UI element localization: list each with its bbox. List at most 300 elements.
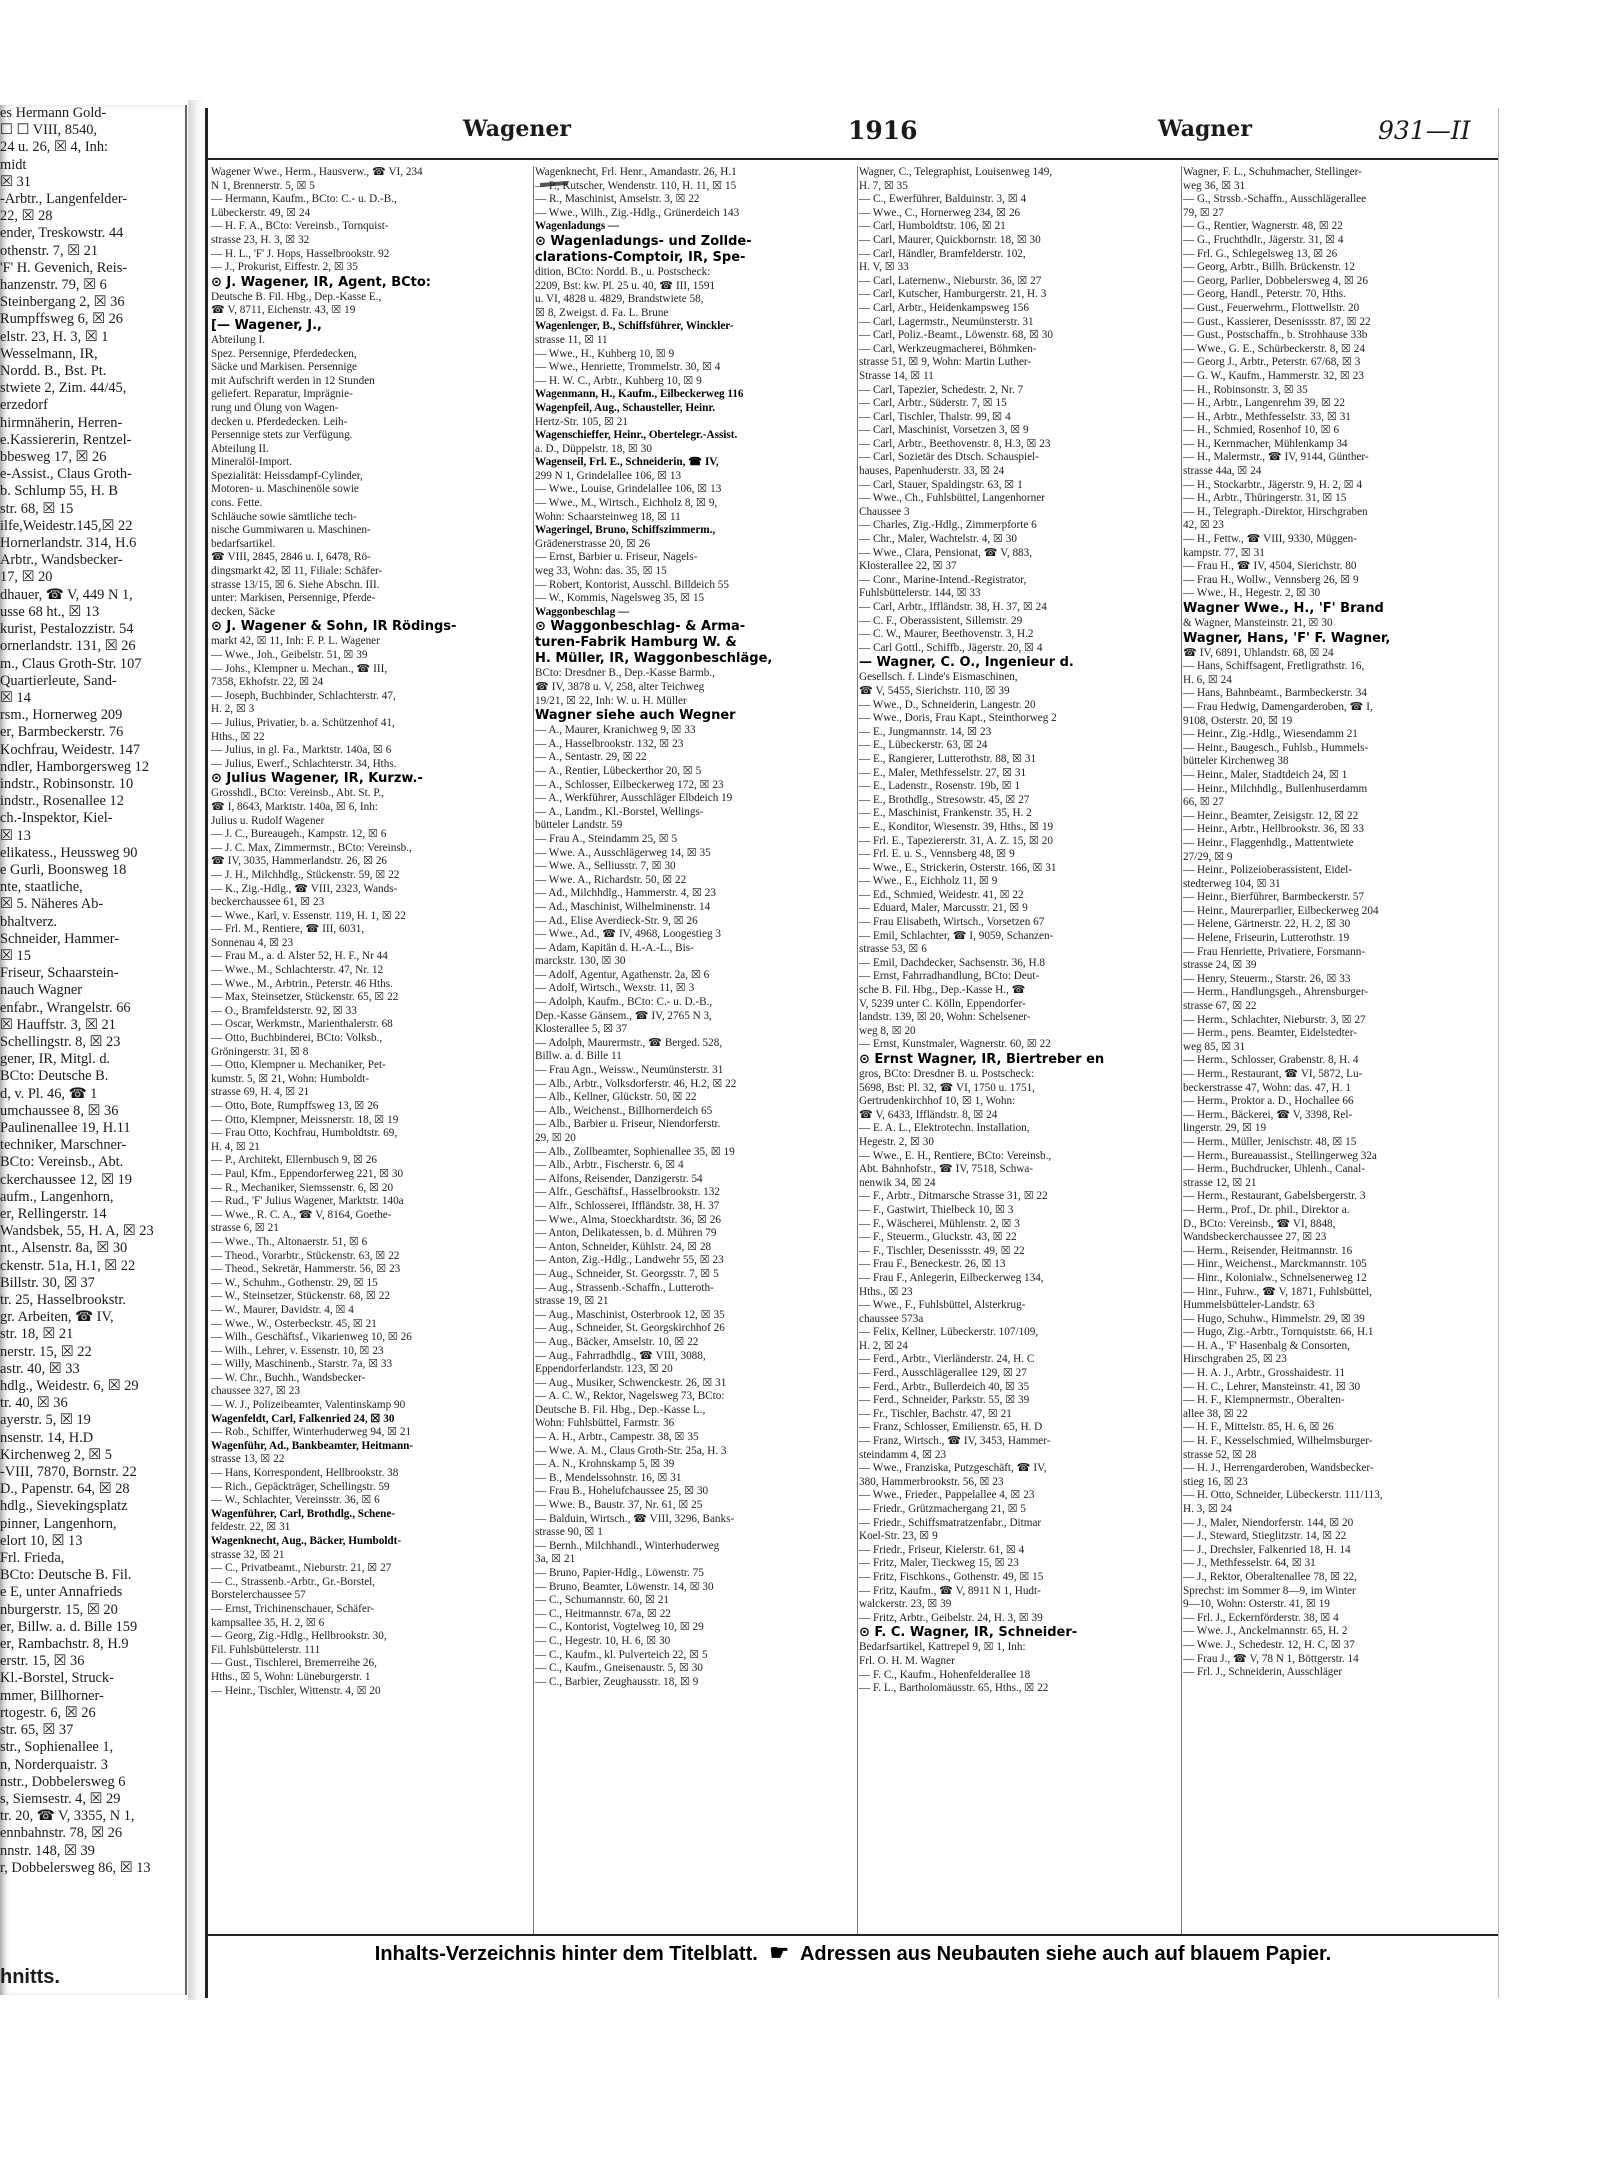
directory-entry-line: — E., Jungmannstr. 14, ☒ 23 [859,725,992,738]
directory-entry-line: — Rud., 'F' Julius Wagener, Marktstr. 140a [211,1195,404,1208]
directory-entry-line: — Wwe., W., Osterbeckstr. 45, ☒ 21 [211,1317,377,1330]
directory-entry-line: — Heinr., Beamter, Zeisigstr. 12, ☒ 22 [1183,809,1359,822]
previous-page-line: Hornerlandstr. 314, H.6 [0,535,137,552]
directory-entry-line: H. 3, ☒ 24 [1183,1503,1232,1515]
directory-entry-line: H. 2, ☒ 3 [211,703,255,716]
directory-entry-line: — Otto, Klempner u. Mechaniker, Pet- [211,1059,386,1072]
directory-entry-line: Chaussee 3 [859,505,910,518]
directory-entry-line: — H. C., Lehrer, Mansteinstr. 41, ☒ 30 [1183,1380,1361,1393]
previous-page-line: n, Norderquaistr. 3 [0,1756,108,1773]
directory-entry-line: — Hans, Bahnbeamt., Barmbeckerstr. 34 [1183,687,1367,700]
directory-entry-line: — Bruno, Papier-Hdlg., Löwenstr. 75 [535,1567,704,1579]
directory-entry-line: strasse 6, ☒ 21 [211,1222,279,1235]
directory-entry-line: — R., Maschinist, Amselstr. 3, ☒ 22 [535,193,700,206]
directory-entry-line: Deutsche B. Fil. Hbg., Dep.-Kasse E., [211,290,382,303]
directory-entry-line: cons. Fette. [211,497,263,510]
directory-entry-line: — Otto, Bote, Rumpffsweg 13, ☒ 26 [211,1100,379,1112]
previous-page-line: e.Kassiererin, Rentzel- [0,431,132,448]
directory-entry-line: Strasse 14, ☒ 11 [859,369,934,382]
directory-entry-line: — Eduard, Maler, Marcusstr. 21, ☒ 9 [859,902,1028,915]
directory-entry-line: bedarfsartikel. [211,537,276,550]
directory-entry-line: markt 42, ☒ 11, Inh: F. P. L. Wagener [211,635,380,648]
directory-entry-line: — C. W., Maurer, Beethovenstr. 3, H.2 [859,628,1034,641]
directory-entry-line: — J., Steward, Stieglitzstr. 14, ☒ 22 [1183,1530,1347,1543]
directory-entry-line: ☎ IV, 3878 u. V, 258, alter Teichweg [535,681,705,693]
directory-entry-line: Grädenerstrasse 20, ☒ 26 [535,537,651,550]
directory-entry-line: — Carl, Arbtr., Iffländstr. 38, H. 37, ☒ 24 [859,601,1047,613]
previous-page-line: hirmnäherin, Herren- [0,414,123,431]
directory-entry-line: 7358, Ekhofstr. 22, ☒ 24 [211,676,324,689]
directory-entry-line: stieg 16, ☒ 23 [1183,1475,1248,1488]
previous-page-line: D., Papenstr. 64, ☒ 28 [0,1481,130,1498]
directory-entry-line: — Herm., Restaurant, ☎ VI, 5872, Lu- [1183,1068,1363,1080]
directory-entry-line: — A., Landm., Kl.-Borstel, Wellings- [535,805,704,818]
directory-entry-line: ⊙ J. Wagener, IR, Agent, BCto: [211,274,431,290]
directory-entry-line: — K., Zig.-Hdlg., ☎ VIII, 2323, Wands- [211,882,398,895]
directory-entry-line: — H. F., Klempnermstr., Oberalten- [1183,1394,1345,1407]
directory-entry-line: — C., Strassenb.-Arbtr., Gr.-Borstel, [211,1575,376,1588]
directory-entry-line: — Frl. J., Schneiderin, Ausschläger [1183,1666,1343,1679]
directory-entry-line: — C., Kontorist, Vogtelweg 10, ☒ 29 [535,1621,704,1634]
directory-entry-line: — Joseph, Buchbinder, Schlachterstr. 47, [211,689,396,702]
directory-entry-line: — Georg, Parlier, Dobbelersweg 4, ☒ 26 [1183,274,1368,287]
directory-entry-line: — Ed., Schmied, Weidestr. 41, ☒ 22 [859,888,1024,901]
header-year: 1916 [848,116,918,145]
previous-page-line: str., Sophienallee 1, [0,1739,114,1756]
directory-entry-line: — J., Prokurist, Eiffestr. 2, ☒ 35 [211,261,358,274]
directory-entry-line: — A., Hasselbrookstr. 132, ☒ 23 [535,737,684,750]
directory-entry-line: — Wwe., Doris, Frau Kapt., Steinthorweg 2 [859,712,1057,725]
previous-page-line: m., Claus Groth-Str. 107 [0,655,142,672]
directory-entry-line: — E., Ladenstr., Rosenstr. 19b, ☒ 1 [859,780,1021,793]
directory-entry-line: — W., Schlachter, Vereinsstr. 36, ☒ 6 [211,1494,380,1507]
directory-entry-line: 42, ☒ 23 [1183,519,1224,532]
directory-entry-line: Hths., ☒ 5, Wohn: Lüneburgerstr. 1 [211,1670,371,1683]
directory-entry-line: — Adolf, Wirtsch., Wexstr. 11, ☒ 3 [535,982,695,995]
directory-entry-line: H. 4, ☒ 21 [211,1140,260,1153]
directory-entry-line: — Charles, Zig.-Hdlg., Zimmerpforte 6 [859,519,1037,532]
column-4 [1183,166,1496,1936]
directory-entry-line: — C., Heitmannstr. 67a, ☒ 22 [535,1607,671,1620]
directory-entry-line: — Wwe., Frieder., Pappelallee 4, ☒ 23 [859,1489,1035,1502]
directory-entry-line: Bedarfsartikel, Kattrepel 9, ☒ 1, Inh: [859,1641,1026,1654]
directory-entry-line: 29, ☒ 20 [535,1132,576,1144]
directory-entry-line: — Herm., pens. Beamter, Eidelstedter- [1183,1027,1357,1040]
column-3 [859,166,1182,1936]
directory-entry-line: 19/21, ☒ 22, Inh: W. u. H. Müller [535,694,687,707]
directory-entry-line: — Ferd., Arbtr., Vierländerstr. 24, H. C [859,1353,1035,1366]
previous-page-line: str. 18, ☒ 21 [0,1326,74,1343]
directory-entry-line: — E., Lübeckerstr. 63, ☒ 24 [859,739,988,752]
previous-page-line: stwiete 2, Zim. 44/45, [0,380,127,397]
directory-entry-line: ☎ V, 6433, Iffländstr. 8, ☒ 24 [859,1108,998,1121]
previous-page-line: elstr. 23, H. 3, ☒ 1 [0,328,109,345]
directory-entry-line: Wagner, F. L., Schuhmacher, Stellinger- [1183,166,1362,178]
directory-entry-line: — Anton, Schneider, Kühlstr. 24, ☒ 28 [535,1240,712,1253]
directory-entry-line: — Gust., Kassierer, Desenissstr. 87, ☒ 22 [1183,315,1371,328]
directory-page [205,108,1499,1998]
directory-entry-line: ☎ VIII, 2845, 2846 u. I, 6478, Rö- [211,551,371,564]
directory-entry-line: strasse 13/15, ☒ 6. Siehe Abschn. III. [211,578,380,591]
directory-entry-line: — Herm., Bäckerei, ☎ V, 3398, Rel- [1183,1108,1353,1121]
previous-page-line: midt [0,156,27,173]
directory-entry-line: Wageringel, Bruno, Schiffszimmerm., [535,524,716,537]
directory-entry-line: ☒ 8, Zweigst. d. Fa. L. Brune [535,306,669,319]
previous-page-line: -Arbtr., Langenfelder- [0,191,128,208]
directory-entry-line: strasse 52, ☒ 28 [1183,1448,1257,1461]
directory-entry-line: — Frau A., Steindamm 25, ☒ 5 [535,832,678,845]
directory-entry-line: clarations-Comptoir, IR, Spe- [535,249,746,265]
directory-entry-line: — Friedr., Schiffsmatratzenfabr., Ditmar [859,1516,1042,1529]
directory-entry-line: — Wwe., G. E., Schürbeckerstr. 8, ☒ 24 [1183,342,1365,355]
directory-entry-line: — Friedr., Grützmachergang 21, ☒ 5 [859,1503,1027,1515]
directory-entry-line: strasse 44a, ☒ 24 [1183,465,1262,478]
directory-entry-line: — Gust., Postschaffn., b. Strohhause 33b [1183,329,1368,342]
directory-entry-line: — H. F., Mittelstr. 85, H. 6, ☒ 26 [1183,1421,1334,1434]
previous-page-line: ckenstr. 51a, H.1, ☒ 22 [0,1257,136,1274]
directory-entry-line: stedterweg 104, ☒ 31 [1183,877,1281,890]
directory-entry-line: weg 36, ☒ 31 [1183,179,1246,192]
directory-entry-line: — H. F., Kesselschmied, Wilhelmsburger- [1183,1435,1373,1448]
directory-entry-line: — F., Steuerm., Gluckstr. 43, ☒ 22 [859,1231,1017,1244]
directory-entry-line: Hths., ☒ 22 [211,730,265,743]
directory-entry-line: — J., Maler, Niendorferstr. 144, ☒ 20 [1183,1516,1354,1529]
directory-entry-line: 66, ☒ 27 [1183,796,1224,809]
page-header [208,108,1498,160]
directory-entry-line: ☎ IV, 6891, Uhlandstr. 68, ☒ 24 [1183,646,1334,659]
directory-entry-line: — E., Konditor, Wiesenstr. 39, Hths., ☒ 19 [859,820,1054,833]
directory-entry-line: — J., Rektor, Oberaltenallee 78, ☒ 22, [1183,1570,1357,1583]
directory-entry-line: geliefert. Reparatur, Imprägnie- [211,388,353,401]
directory-entry-line: — C., Kaufm., kl. Pulverteich 22, ☒ 5 [535,1648,708,1661]
previous-page-line: ckerchaussee 12, ☒ 19 [0,1171,132,1188]
directory-entry-line: — Wwe., Alma, Stoeckhardtstr. 36, ☒ 26 [535,1213,722,1226]
previous-page-line: hdlg., Sievekingsplatz [0,1498,128,1515]
previous-page-line: enfabr., Wrangelstr. 66 [0,999,131,1016]
directory-entry-line: — Otto, Klempner, Meissnerstr. 18, ☒ 19 [211,1113,399,1126]
previous-page-line: Steinbergang 2, ☒ 36 [0,294,125,311]
previous-page-line: ch.-Inspektor, Kiel- [0,810,113,827]
directory-entry-line: — Ernst, Fahrradhandlung, BCto: Deut- [859,970,1040,983]
directory-entry-line: — H. J., Herrengarderoben, Wandsbecker- [1183,1462,1374,1475]
directory-entry-line: bütteler Kirchenweg 38 [1183,755,1289,768]
directory-entry-line: — Wwe., Joh., Geibelstr. 51, ☒ 39 [211,649,368,661]
previous-page-line: elikatess., Heussweg 90 [0,844,138,861]
directory-entry-line: — Wwe. A., Selliusstr. 7, ☒ 30 [535,860,676,873]
directory-entry-line: — Carl, Arbtr., Süderstr. 7, ☒ 15 [859,397,1007,410]
directory-entry-line: — Carl, Tapezier, Schedestr. 2, Nr. 7 [859,383,1024,396]
directory-entry-line: weg 8, ☒ 20 [859,1024,916,1037]
directory-entry-line: Wagenladungs — [535,220,620,233]
directory-entry-line: — Carl, Maschinist, Vorsetzen 3, ☒ 9 [859,424,1029,437]
directory-entry-line: Wagenführ, Ad., Bankbeamter, Heitmann- [211,1439,414,1452]
directory-entry-line: — Alb., Kellner, Glückstr. 50, ☒ 22 [535,1091,697,1104]
directory-entry-line: bütteler Landstr. 59 [535,819,623,832]
directory-entry-line: — Aug., Musiker, Schwenckestr. 26, ☒ 31 [535,1376,727,1389]
previous-page-line: str. 68, ☒ 15 [0,500,74,517]
directory-entry-line: — W., Maurer, Davidstr. 4, ☒ 4 [211,1303,354,1316]
directory-entry-line: hauses, Papenhuderstr. 33, ☒ 24 [859,465,1005,478]
directory-entry-line: — Georg, Zig.-Hdlg., Hellbrookstr. 30, [211,1630,387,1643]
directory-entry-line: — Frl. E. u. S., Vennsberg 48, ☒ 9 [859,848,1015,861]
directory-entry-line: — Julius, Ewerf., Schlachterstr. 34, Hths. [211,757,397,770]
directory-entry-line: Wandsbeckerchaussee 27, ☒ 23 [1183,1231,1327,1244]
previous-page-line: nstr., Dobbelersweg 6 [0,1773,126,1790]
directory-entry-line: — Wwe. J., Anckelmannstr. 65, H. 2 [1183,1625,1348,1638]
directory-entry-line: 9—10, Wohn: Osterstr. 41, ☒ 19 [1183,1598,1330,1611]
directory-entry-line: — Johs., Klempner u. Mechan., ☎ III, [211,662,388,675]
directory-entry-line: Gertrudenkirchhof 10, ☒ 1, Wohn: [859,1095,1016,1108]
previous-page-line: Billstr. 30, ☒ 37 [0,1274,95,1291]
directory-entry-line: strasse 11, ☒ 11 [535,333,608,346]
directory-entry-line: — Ferd., Ausschlägerallee 129, ☒ 27 [859,1367,1027,1380]
directory-entry-line: — F. C., Kaufm., Hohenfelderallee 18 [859,1668,1031,1681]
directory-entry-line: — Paul, Kfm., Eppendorferweg 221, ☒ 30 [211,1167,404,1180]
directory-entry-line: — Gust., Feuerwehrm., Flottwellstr. 20 [1183,301,1360,314]
directory-entry-line: — Frau Hedwig, Damengarderoben, ☎ I, [1183,700,1373,713]
previous-page-line: hanzenstr. 79, ☒ 6 [0,277,107,294]
directory-entry-line: Abt. Bahnhofstr., ☎ IV, 7518, Schwa- [859,1163,1034,1176]
directory-entry-line: — Conr., Marine-Intend.-Registrator, [859,573,1027,586]
directory-entry-line: allee 38, ☒ 22 [1183,1407,1248,1420]
directory-entry-line: unter: Markisen, Persennige, Pferde- [211,592,376,605]
directory-entry-line: Eppendorferlandstr. 123, ☒ 20 [535,1363,673,1376]
previous-page-line: er, Barmbeckerstr. 76 [0,724,124,741]
directory-entry-line: — G., Strssb.-Schaffn., Ausschlägerallee [1183,193,1367,206]
previous-page-line: nt., Alsenstr. 8a, ☒ 30 [0,1240,128,1257]
directory-entry-line: ⊙ Wagenladungs- und Zollde- [535,233,752,249]
directory-entry-line: — Heinr., Maurerparlier, Eilbeckerweg 204 [1183,904,1379,917]
directory-entry-line: strasse 67, ☒ 22 [1183,1000,1257,1013]
directory-entry-line: — Wwe., M., Arbtrin., Peterstr. 46 Hths. [211,977,393,990]
directory-entry-line: decken, Säcke [211,605,275,618]
directory-entry-line: — Fritz, Arbtr., Geibelstr. 24, H. 3, ☒ 39 [859,1611,1043,1624]
directory-entry-line: — Carl, Händler, Bramfelderstr. 102, [859,247,1026,260]
directory-entry-line: — E., Brothdlg., Stresowstr. 45, ☒ 27 [859,793,1030,806]
directory-entry-line: Wagenlenger, B., Schiffsführer, Winckler- [535,320,734,333]
directory-entry-line: Klosterallee 22, ☒ 37 [859,560,957,573]
directory-entry-line: — Anton, Zig.-Hdlg., Landwehr 55, ☒ 23 [535,1254,724,1267]
directory-entry-line: — Wwe., Henriette, Trommelstr. 30, ☒ 4 [535,361,721,374]
directory-entry-line: — Heinr., Zig.-Hdlg., Wiesendamm 21 [1183,728,1358,741]
directory-entry-line: ⊙ Julius Wagener, IR, Kurzw.- [211,771,423,787]
directory-entry-line: — Adolph, Kaufm., BCto: C.- u. D.-B., [535,996,713,1009]
directory-entry-line: — Oscar, Werkmstr., Marienthalerstr. 68 [211,1018,393,1031]
directory-entry-line: — W., Steinsetzer, Stückenstr. 68, ☒ 22 [211,1290,390,1303]
directory-entry-line: — H., Telegraph.-Direktor, Hirschgraben [1183,505,1368,518]
directory-entry-line: Wagener Wwe., Herm., Hausverw., ☎ VI, 234 [211,166,423,178]
directory-entry-line: — Herm., Müller, Jenischstr. 48, ☒ 15 [1183,1135,1357,1148]
directory-entry-line: — Heinr., Polizeioberassistent, Eidel- [1183,864,1353,877]
previous-page-line: ornerlandstr. 131, ☒ 26 [0,638,136,655]
directory-entry-line: ⊙ J. Wagener & Sohn, IR Rödings- [211,619,457,635]
directory-entry-line: — Alfr., Schlosserei, Iffländstr. 38, H. 37 [535,1199,720,1212]
column-1 [211,166,534,1936]
previous-page-line: ☒ 13 [0,827,31,844]
previous-page-line: othenstr. 7, ☒ 21 [0,242,99,259]
directory-entry-line: — Heinr., Flaggenhdlg., Mattentwiete [1183,836,1354,849]
directory-entry-line: rung und Ölung von Wagen- [211,401,339,414]
directory-entry-line: — A. H., Arbtr., Campestr. 38, ☒ 35 [535,1431,699,1444]
directory-entry-line: nische Gummiwaren u. Maschinen- [211,524,371,537]
directory-entry-line: — Adolf, Agentur, Agathenstr. 2a, ☒ 6 [535,968,710,981]
directory-entry-line: — A., Rentier, Lübeckerthor 20, ☒ 5 [535,764,702,777]
directory-entry-line: — Balduin, Wirtsch., ☎ VIII, 3296, Banks- [535,1512,735,1525]
directory-entry-line: — P., Architekt, Ellernbusch 9, ☒ 26 [211,1154,378,1167]
previous-page-line: Quartierleute, Sand- [0,672,117,689]
directory-entry-line: V, 5239 unter C. Kölln, Eppendorfer- [859,997,1026,1010]
directory-entry-line: — Wwe., Franziska, Putzgeschäft, ☎ IV, [859,1462,1047,1475]
directory-entry-line: Grosshdl., BCto: Vereinsb., Abt. St. P., [211,787,384,800]
directory-entry-line: — Heinr., Maler, Stadtdeich 24, ☒ 1 [1183,768,1348,781]
directory-entry-line: — Wwe., Ch., Fuhlsbüttel, Langenhorner [859,492,1045,505]
header-page-number: 931—II [1378,116,1471,145]
directory-entry-line: BCto: Dresdner B., Dep.-Kasse Barmb., [535,667,715,680]
directory-entry-line: Billw. a. d. Bille 11 [535,1050,622,1063]
directory-entry-line: — Wwe. B., Baustr. 37, Nr. 61, ☒ 25 [535,1499,703,1512]
directory-entry-line: — C., Schumannstr. 60, ☒ 21 [535,1594,670,1607]
previous-page-line: Frl. Frieda, [0,1550,65,1567]
directory-entry-line: — Adolph, Maurermstr., ☎ Berged. 528, [535,1036,723,1049]
directory-entry-line: — Fritz, Fischkons., Gothenstr. 49, ☒ 15 [859,1570,1044,1583]
directory-entry-line: — Alfons, Reisender, Danzigerstr. 54 [535,1172,703,1185]
directory-entry-line: — E. A. L., Elektrotechn. Installation, [859,1122,1030,1135]
directory-entry-line: Abteilung I. [211,333,266,346]
directory-entry-line: — A., Sentastr. 29, ☒ 22 [535,751,647,764]
directory-entry-line: — R., Mechaniker, Siemssenstr. 6, ☒ 20 [211,1181,394,1194]
directory-entry-line: — Hans, Schiffsagent, Fretligrathstr. 16, [1183,660,1365,673]
directory-entry-line: Persennige stets zur Verfügung. [211,429,353,442]
directory-entry-line: — Frl. E., Tapeziererstr. 31, A. Z. 15, ☒ 20 [859,834,1053,847]
previous-page-line: bhaltverz. [0,913,58,930]
previous-page-line: BCto: Vereinsb., Abt. [0,1154,124,1171]
directory-entry-line: — A. C. W., Rektor, Nagelsweg 73, BCto: [535,1390,725,1403]
directory-entry-line: — Helene, Gärtnerstr. 22, H. 2, ☒ 30 [1183,918,1351,931]
directory-entry-line: — Frau Agn., Weissw., Neumünsterstr. 31 [535,1064,724,1077]
directory-entry-line: Klosterallee 5, ☒ 37 [535,1023,628,1036]
directory-entry-line: strasse 12, ☒ 21 [1183,1176,1257,1189]
previous-page-line: techniker, Marschner- [0,1137,127,1154]
directory-entry-line: — F., Tischler, Desenissstr. 49, ☒ 22 [859,1244,1025,1257]
directory-entry-line: — Herm., Reisender, Heitmannstr. 16 [1183,1244,1353,1257]
directory-entry-line: walckerstr. 23, ☒ 39 [859,1598,952,1611]
directory-entry-line: ☎ IV, 3035, Hammerlandstr. 26, ☒ 26 [211,855,388,868]
directory-entry-line: strasse 23, H. 3, ☒ 32 [211,233,310,246]
directory-entry-line: 380, Hammerbrookstr. 56, ☒ 23 [859,1475,1004,1488]
directory-entry-line: a. D., Düppelstr. 18, ☒ 30 [535,442,652,455]
directory-entry-line: — J. C. Max, Zimmermstr., BCto: Vereinsb., [211,841,412,854]
directory-entry-line: Wagenführer, Carl, Brothdlg., Schene- [211,1507,396,1520]
previous-page-line: erzedorf [0,397,48,414]
directory-entry-line: — Wwe., D., Schneiderin, Langestr. 20 [859,698,1036,711]
directory-entry-line: Fuhlsbüttelerstr. 144, ☒ 33 [859,587,981,600]
directory-entry-line: Wagenseil, Frl. E., Schneiderin, ☎ IV, [535,456,719,469]
directory-entry-line: Hegestr. 2, ☒ 30 [859,1135,934,1148]
previous-page-line: rsm., Hornerweg 209 [0,707,123,724]
previous-page-line: umchaussee 8, ☒ 36 [0,1102,119,1119]
directory-entry-line: — H., Stockarbtr., Jägerstr. 9, H. 2, ☒ 4 [1183,478,1363,491]
directory-entry-line: 299 N 1, Grindelallee 106, ☒ 13 [535,469,682,482]
directory-entry-line: — Gust., Tischlerei, Bremerreihe 26, [211,1657,377,1670]
directory-entry-line: Wagenmann, H., Kaufm., Eilbeckerweg 116 [535,388,744,401]
directory-entry-line: — Wwe., R. C. A., ☎ V, 8164, Goethe- [211,1208,392,1221]
directory-entry-line: — Aug., Schneider, St. Georgsstr. 7, ☒ 5 [535,1267,719,1280]
previous-page-line: tr. 40, ☒ 36 [0,1395,68,1412]
directory-entry-line: — Ad., Milchhdlg., Hammerstr. 4, ☒ 23 [535,887,716,900]
directory-entry-line: H. 2, ☒ 24 [859,1339,908,1352]
directory-entry-line: — H., Kernmacher, Mühlenkamp 34 [1183,437,1348,450]
previous-page-line: Friseur, Schaarstein- [0,965,119,982]
previous-page-line: tr. 20, ☎ V, 3355, N 1, [0,1808,135,1825]
directory-entry-line: Wagner Wwe., H., 'F' Brand [1183,601,1384,616]
footer-new-buildings-note: Adressen aus Neubauten siehe auch auf blauem Papier. [799,1943,1332,1965]
footer-index-note: Inhalts-Verzeichnis hinter dem Titelblatt. [374,1943,758,1965]
directory-entry-line: Hths., ☒ 23 [859,1285,913,1298]
directory-entry-line: strasse 69, H. 4, ☒ 21 [211,1086,310,1099]
directory-entry-line: — Ferd., Arbtr., Bullerdeich 40, ☒ 35 [859,1380,1030,1393]
directory-entry-line: Sonnenau 4, ☒ 23 [211,936,294,949]
directory-entry-line: Mineralöl-Import. [211,456,293,469]
previous-page-line: elort 10, ☒ 13 [0,1532,83,1549]
directory-entry-line: Waggonbeschlag — [535,605,630,618]
directory-entry-line: gros, BCto: Dresdner B. u. Postscheck: [859,1068,1035,1080]
directory-entry-line: — Alb., Zollbeamter, Sophienallee 35, ☒ 19 [535,1145,735,1158]
directory-entry-line: — Frau F., Beneckestr. 26, ☒ 13 [859,1258,1006,1271]
directory-entry-line: — Wilh., Lehrer, v. Essenstr. 10, ☒ 23 [211,1344,384,1357]
directory-entry-line: — Carl, Lagermstr., Neumünsterstr. 31 [859,315,1034,328]
directory-entry-line: N 1, Brennerstr. 5, ☒ 5 [211,179,315,192]
directory-entry-line: — Frl. M., Rentiere, ☎ III, 6031, [211,923,365,936]
directory-entry-line: — Adam, Kapitän d. H.-A.-L., Bis- [535,941,694,954]
directory-entry-line: — Chr., Maler, Wachtelstr. 4, ☒ 30 [859,533,1017,546]
directory-entry-line: — Wwe., F., Fuhlsbüttel, Alsterkrug- [859,1299,1026,1312]
previous-page-line: bbesweg 17, ☒ 26 [0,449,107,466]
header-left-word: Wagener [463,116,572,142]
directory-entry-line: — Carl, Arbtr., Beethovenstr. 8, H.3, ☒ 23 [859,437,1051,450]
directory-entry-line: — Heinr., Milchhdlg., Bullenhuserdamm [1183,782,1368,795]
directory-entry-line: — Ernst, Trichinenschauer, Schäfer- [211,1602,375,1615]
directory-entry-line: — Aug., Schneider, St. Georgskirchhof 26 [535,1322,725,1335]
directory-entry-line: Motoren- u. Maschinenöle sowie [211,483,359,496]
directory-entry-line: H. V, ☒ 33 [859,261,909,274]
directory-entry-line: — Aug., Maschinist, Osterbrook 12, ☒ 35 [535,1308,725,1321]
directory-entry-line: — Herm., Schlosser, Grabenstr. 8, H. 4 [1183,1054,1359,1067]
directory-entry-line: — Wwe. J., Schedestr. 12, H. C, ☒ 37 [1183,1638,1355,1651]
directory-entry-line: turen-Fabrik Hamburg W. & [535,635,737,651]
previous-page-line: astr. 40, ☒ 33 [0,1360,80,1377]
directory-entry-line: 79, ☒ 27 [1183,206,1224,219]
directory-entry-line: — H., Schmied, Rosenhof 10, ☒ 6 [1183,424,1340,437]
directory-entry-line: — Wwe., Wilh., Zig.-Hdlg., Grünerdeich 143 [535,206,740,219]
directory-entry-line: — Carl, Poliz.-Beamt., Löwenstr. 68, ☒ 30 [859,329,1053,342]
directory-entry-line: — Georg, Handl., Peterstr. 70, Hths. [1183,288,1346,301]
previous-page-footer-fragment: hnitts. [0,1966,60,1988]
directory-entry-line: Borstelerchaussee 57 [211,1589,306,1602]
directory-entry-line: ☎ V, 8711, Eichenstr. 43, ☒ 19 [211,304,356,317]
directory-entry-line: — Ferd., Schneider, Parkstr. 55, ☒ 39 [859,1394,1030,1407]
directory-entry-line: — A., Werkführer, Ausschläger Elbdeich 19 [535,792,733,805]
directory-entry-line: ☎ V, 5455, Sierichstr. 110, ☒ 39 [859,684,1010,697]
directory-entry-line: 5698, Bst: Pl. 32, ☎ VI, 1750 u. 1751, [859,1081,1035,1094]
directory-entry-line: — H., Arbtr., Langenrehm 39, ☒ 22 [1183,397,1345,410]
directory-entry-line: — O., Bramfeldsterstr. 92, ☒ 33 [211,1004,357,1017]
previous-page-line: pinner, Langenhorn, [0,1515,117,1532]
directory-entry-line: H. 6, ☒ 24 [1183,673,1232,686]
directory-entry-line: — E., Rangierer, Lutterothstr. 88, ☒ 31 [859,752,1037,765]
directory-entry-line: — Max, Steinsetzer, Stückenstr. 65, ☒ 22 [211,991,399,1004]
previous-page-line: dhauer, ☎ V, 449 N 1, [0,586,133,603]
directory-entry-line: — G., Rentier, Wagnerstr. 48, ☒ 22 [1183,220,1343,233]
